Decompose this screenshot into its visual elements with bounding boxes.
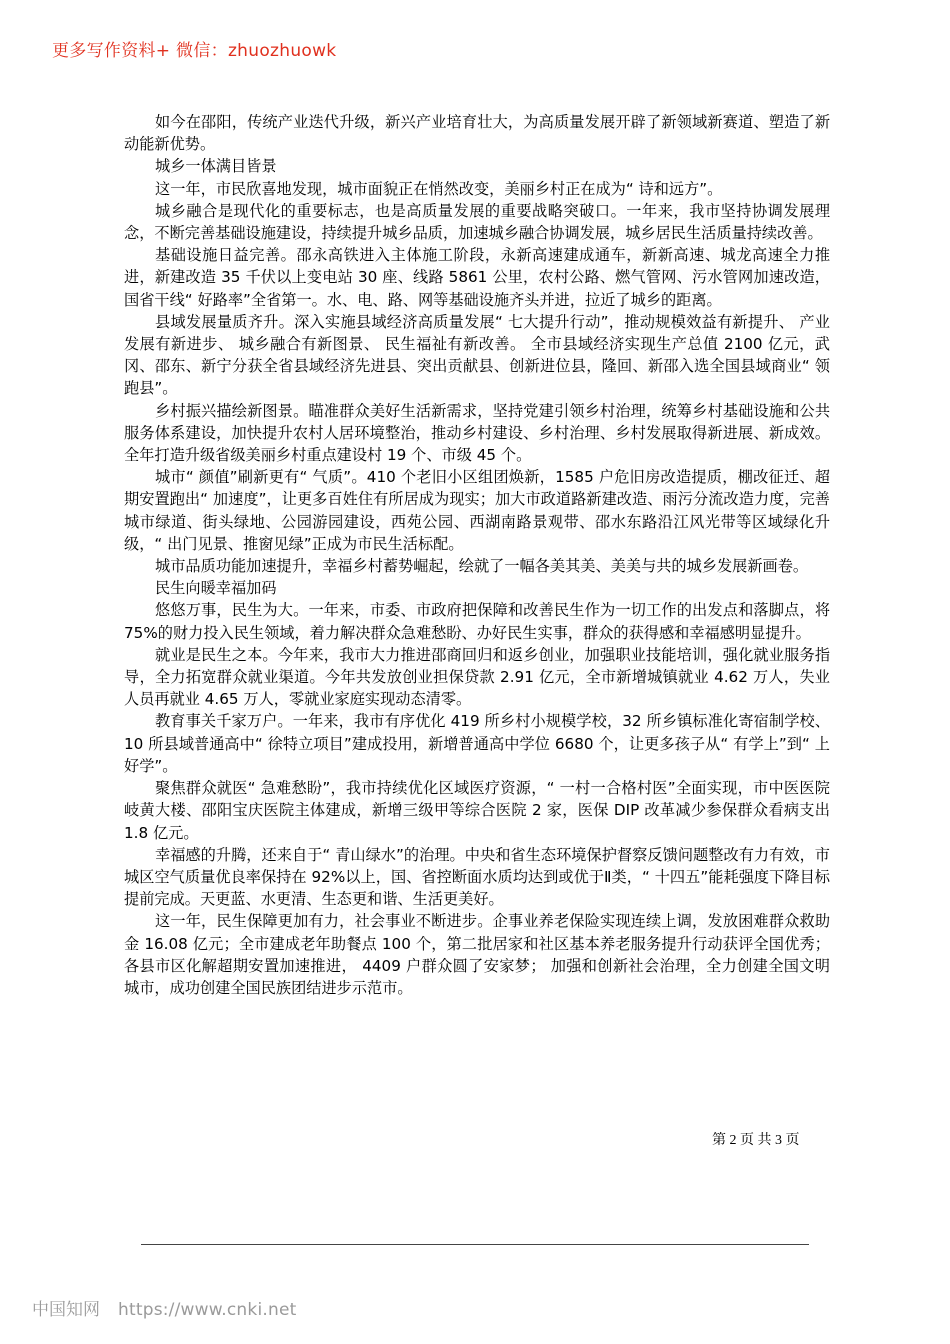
cnki-watermark <box>32 1295 296 1320</box>
paragraph: 城乡融合是现代化的重要标志，也是高质量发展的重要战略突破口。一年来，我市坚持协调发展理念，不断完善基础设施建设，持续提升城乡品质，加速城乡融合协调发展，城乡居民生活质量持续改善。 <box>124 201 830 243</box>
watermark-url: https://www.cnki.net <box>118 1300 297 1320</box>
paragraph: 这一年，民生保障更加有力，社会事业不断进步。企事业养老保险实现连续上调，发放困难群众救助金 16.08 亿元；全市建成老年助餐点 100 个，第二批居家和社区基本养老服务提升行动获评全国优秀； 各县市区化解超期安置加速推进， 4409 户群众圆了安家梦； 加强和创新社会治理，全力创建全国文明城市，成功创建全国民族团结进步示范市。 <box>124 912 830 997</box>
paragraph: 教育事关千家万户。一年来，我市有序优化 419 所乡村小规模学校，32 所乡镇标准化寄宿制学校、10 所县域普通高中“ 徐特立项目”建成投用，新增普通高中学位 6680 个，让更多孩子从“ 有学上”到“ 上好学”。 <box>124 712 830 775</box>
footer-divider <box>141 1244 809 1245</box>
paragraph: 聚焦群众就医“ 急难愁盼”，我市持续优化区域医疗资源，“ 一村一合格村医”全面实现，市中医医院岐黄大楼、邵阳宝庆医院主体建成，新增三级甲等综合医院 2 家，医保 DIP 改革减少参保群众看病支出 1.8 亿元。 <box>124 779 830 842</box>
paragraph: 基础设施日益完善。邵永高铁进入主体施工阶段，永新高速建成通车，新新高速、城龙高速全力推进，新建改造 35 千伏以上变电站 30 座、线路 5861 公里，农村公路、燃气管网、污水管网加速改造，国省干线“ 好路率”全省第一。水、电、路、网等基础设施齐头并进，拉近了城乡的距离。 <box>124 246 830 309</box>
section-heading: 城乡一体满目皆景 <box>155 157 277 176</box>
paragraph: 幸福感的升腾，还来自于“ 青山绿水”的治理。中央和省生态环境保护督察反馈问题整改有力有效，市城区空气质量优良率保持在 92%以上，国、省控断面水质均达到或优于Ⅱ类，“ 十四五”能耗强度下降目标提前完成。天更蓝、水更清、生态更和谐、生活更美好。 <box>124 845 830 909</box>
paragraph: 就业是民生之本。今年来，我市大力推进邵商回归和返乡创业，加强职业技能培训，强化就业服务指导，全力拓宽群众就业渠道。今年共发放创业担保贷款 2.91 亿元，全市新增城镇就业 4.62 万人，失业人员再就业 4.65 万人，零就业家庭实现动态清零。 <box>124 645 830 709</box>
watermark-name: 中国知网 <box>32 1300 100 1320</box>
section-heading: 民生向暖幸福加码 <box>155 579 277 598</box>
paragraph: 这一年，市民欣喜地发现，城市面貌正在悄然改变，美丽乡村正在成为“ 诗和远方”。 <box>155 179 723 198</box>
page-number: 第 2 页 共 3 页 <box>712 1133 800 1148</box>
paragraph: 乡村振兴描绘新图景。瞄准群众美好生活新需求，坚持党建引领乡村治理，统筹乡村基础设施和公共服务体系建设，加快提升农村人居环境整治，推动乡村建设、乡村治理、乡村发展取得新进展、新成效。全年打造升级省级美丽乡村重点建设村 19 个、市级 45 个。 <box>124 401 830 465</box>
article-body <box>124 111 830 999</box>
paragraph: 县域发展量质齐升。深入实施县域经济高质量发展“ 七大提升行动”，推动规模效益有新提升、 产业发展有新进步、 城乡融合有新图景、 民生福祉有新改善。 全市县域经济实现生产总值 2100 亿元，武冈、邵东、新宁分获全省县域经济先进县、突出贡献县、创新进位县，隆回、新邵入选全国县域商业“ 领跑县”。 <box>124 312 830 398</box>
paragraph: 城市“ 颜值”刷新更有“ 气质”。410 个老旧小区组团焕新，1585 户危旧房改造提质，棚改征迁、超期安置跑出“ 加速度”，让更多百姓住有所居成为现实；加大市政道路新建改造、雨污分流改造力度，完善城市绿道、街头绿地、公园游园建设，西苑公园、西湖南路景观带、邵水东路沿江风光带等区域绿化升级，“ 出门见景、推窗见绿”正成为市民生活标配。 <box>124 468 830 553</box>
paragraph: 城市品质功能加速提升，幸福乡村蓄势崛起，绘就了一幅各美其美、美美与共的城乡发展新画卷。 <box>155 557 809 576</box>
paragraph: 悠悠万事，民生为大。一年来，市委、市政府把保障和改善民生作为一切工作的出发点和落脚点，将 75%的财力投入民生领域，着力解决群众急难愁盼、办好民生实事，群众的获得感和幸福感明显提升。 <box>124 601 830 642</box>
promo-banner: 更多写作资料+ 微信：zhuozhuowk <box>52 41 337 61</box>
paragraph: 如今在邵阳，传统产业迭代升级，新兴产业培育壮大，为高质量发展开辟了新领域新赛道、塑造了新动能新优势。 <box>124 113 830 154</box>
